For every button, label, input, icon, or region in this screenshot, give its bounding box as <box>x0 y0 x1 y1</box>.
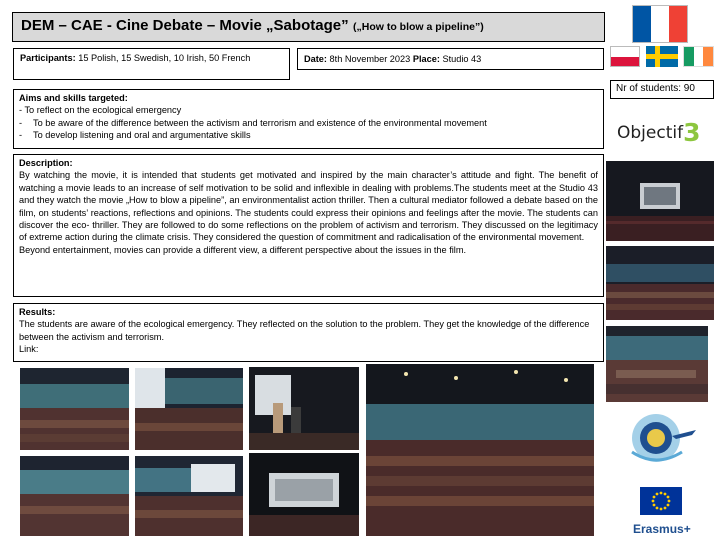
aims-item: - To be aware of the difference between the activism and terrorism and existence of the environmental movement <box>19 117 598 129</box>
date-label: Date: <box>304 54 327 64</box>
title-main: DEM – CAE - Cine Debate – Movie „Sabotage” <box>21 17 349 34</box>
ireland-flag <box>683 46 714 67</box>
cinema-photo <box>606 326 708 402</box>
cinema-photo <box>249 367 359 450</box>
place-value: Studio 43 <box>442 54 482 64</box>
erasmus-label: Erasmus+ <box>633 522 691 536</box>
cinema-photo <box>606 161 714 241</box>
france-flag <box>632 5 688 43</box>
cinema-photo <box>366 364 594 536</box>
aims-intro: - To reflect on the ecological emergency <box>19 105 182 116</box>
title-sub: („How to blow a pipeline”) <box>353 21 484 33</box>
cinema-photo <box>135 456 243 536</box>
date-box <box>297 48 604 70</box>
results-link-label[interactable]: Link: <box>19 344 39 355</box>
description-paragraph-1: By watching the movie, it is intended that students get motivated and inspired by the main character’s attitude and fight. The benefit of watching a movie leads to an increase of self motivation to be solid and inflexible in dealing with problems.The students meet at the Studio 43 and they watch the movie „How to blow a pipeline”, an environmentalist action thriller. Then a cultural mediator followed a debate based on the film, on students’ reactions, reflections and opinions. The students could express their opinions and feelings after the movie. The students can discover the eco- thriller. They are followed to do some reflections on the problem of activism and terrorism. They discussed on the legitimacy of extreme action during the climate crisis. They considered the question of commitment and radicalisation of the environmental movement. <box>19 170 598 243</box>
results-text: The students are aware of the ecological emergency. They reflected on the solution to the problem. They get the knowledge of the difference between the activism and terrorism. <box>19 319 590 342</box>
poland-flag <box>610 46 640 67</box>
cinema-photo <box>606 246 714 320</box>
students-count-box <box>610 80 714 99</box>
eu-flag <box>640 487 682 515</box>
aims-box <box>13 89 604 149</box>
description-box <box>13 154 604 297</box>
aims-item: - To develop listening and oral and argumentative skills <box>19 129 598 141</box>
aims-heading: Aims and skills targeted: <box>19 93 128 103</box>
cinema-photo <box>20 368 129 450</box>
project-emblem <box>626 408 698 470</box>
objectif-number: 3 <box>683 118 701 147</box>
description-heading: Description: <box>19 158 73 168</box>
cinema-photo <box>135 368 243 450</box>
page-title <box>12 12 605 42</box>
participants-label: Participants: <box>20 53 76 63</box>
students-count: Nr of students: 90 <box>616 83 695 94</box>
objectif-word: Objectif <box>617 123 684 143</box>
participants-box <box>13 48 290 80</box>
date-value: 8th November 2023 <box>329 54 411 64</box>
participants-value: 15 Polish, 15 Swedish, 10 Irish, 50 French <box>78 53 251 63</box>
place-label: Place: <box>412 54 440 64</box>
sweden-flag <box>646 46 678 67</box>
cinema-photo <box>249 453 359 536</box>
results-box <box>13 303 604 362</box>
objectif-3-logo <box>617 118 700 147</box>
description-paragraph-2: Beyond entertainment, movies can provide a different view, a different perspective about the issues in the film. <box>19 244 467 255</box>
cinema-photo <box>20 456 129 536</box>
results-heading: Results: <box>19 307 56 317</box>
